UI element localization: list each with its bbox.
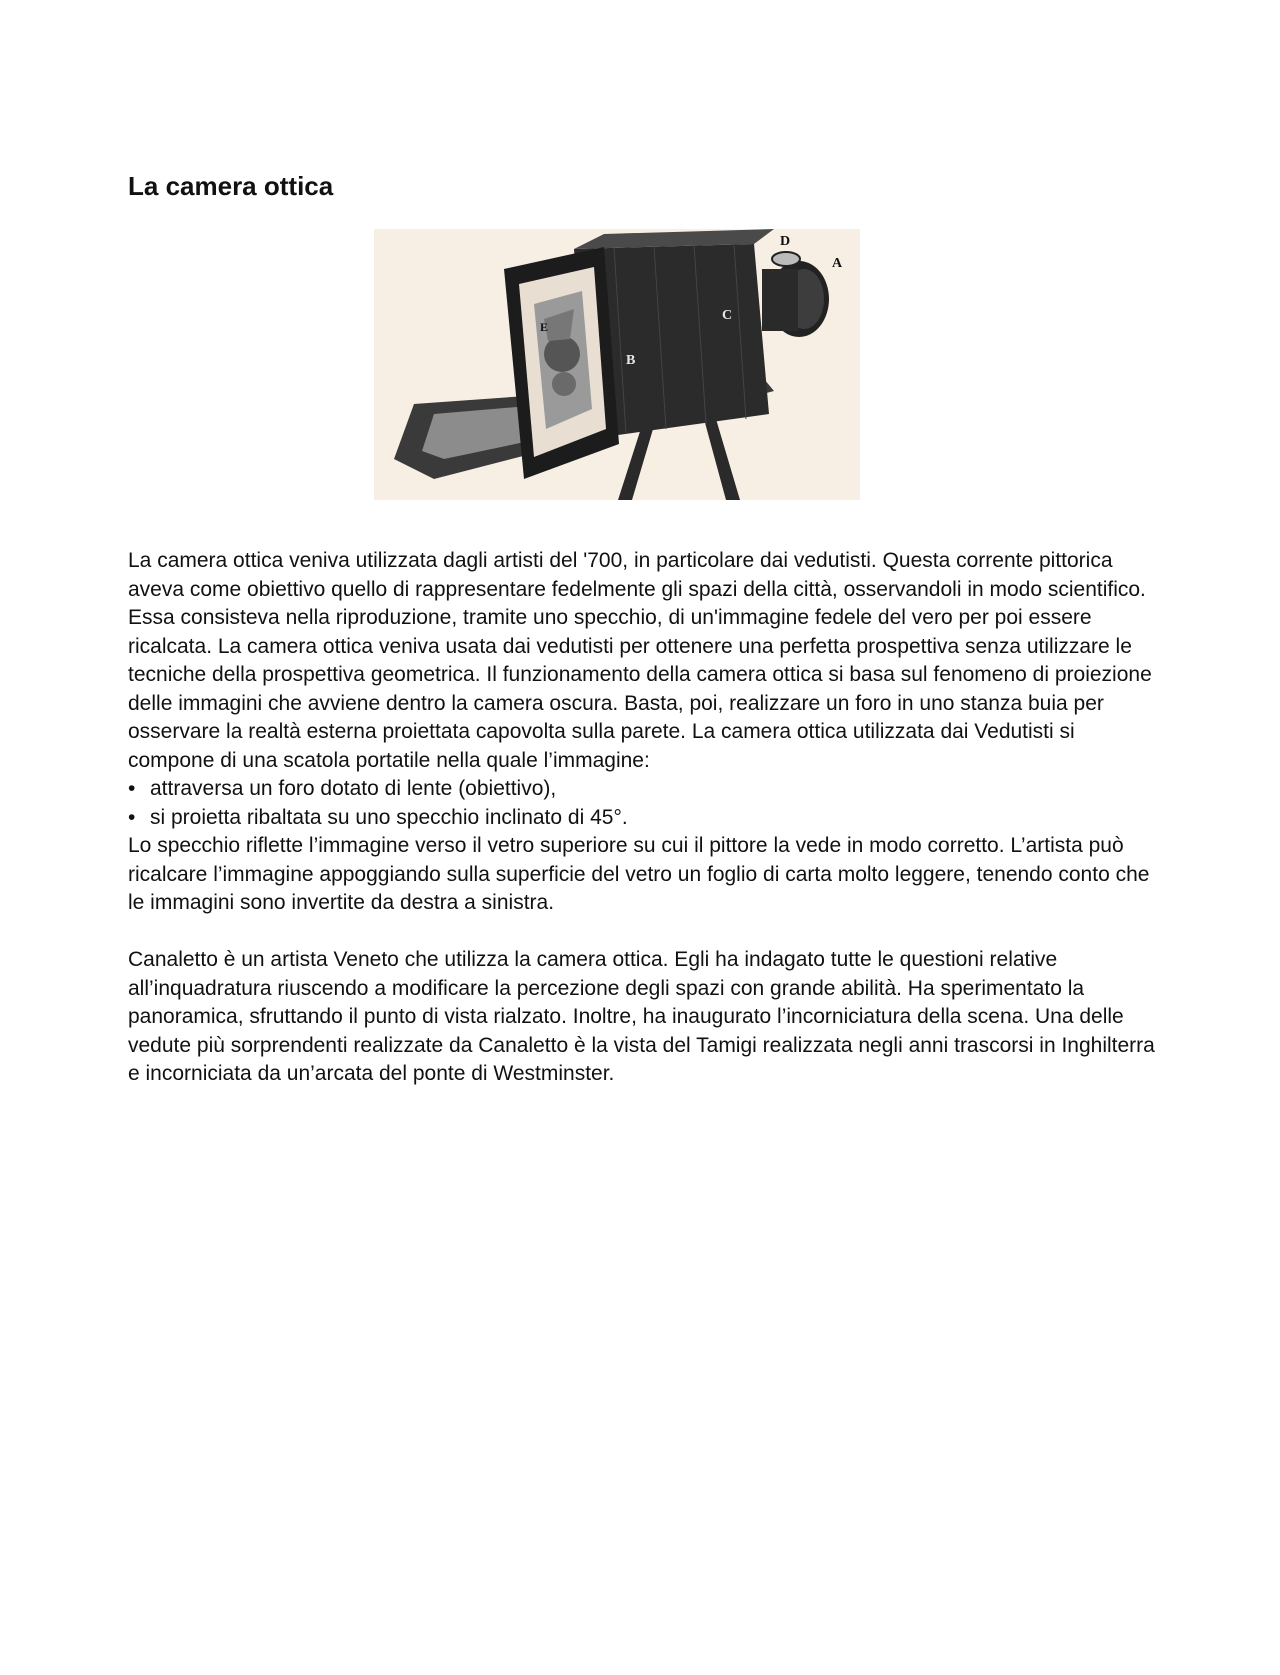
paragraph-gap [128,918,1158,947]
camera-ottica-illustration [374,229,860,500]
bullet: • [128,777,136,800]
paragraph-camera-ottica: La camera ottica veniva utilizzata dagli artisti del '700, in particolare dai vedutisti. Questa corrente pittorica aveva come obiettivo quello di rappresentare fedelmente gli spazi della città, osservandoli in modo scientifico. Essa consisteva nella riproduzione, tramite uno specchio, di un'immagine fedele del vero per poi essere ricalcata. La camera ottica veniva usata dai vedutisti per ottenere una perfetta prospettiva senza utilizzare le tecniche della prospettiva geometrica. Il funzionamento della camera ottica si basa sul fenomeno di proiezione delle immagini che avviene dentro la camera oscura. Basta, poi, realizzare un foro in uno stanza buia per osservare la realtà esterna proiettata capovolta sulla parete. La camera ottica utilizzata dai Vedutisti si compone di una scatola portatile nella quale l’immagine: [128,549,1152,772]
label-a: A [832,256,843,271]
list-item: • attraversa un foro dotato di lente (obiettivo), [128,775,1158,804]
label-b: B [626,353,636,368]
bullet: • [128,805,136,829]
list-item: • si proietta ribaltata su uno specchio inclinato di 45°. [128,804,1158,833]
label-c: C [722,308,733,323]
label-e: E [540,320,549,334]
tripod-leg-right [704,419,740,500]
body-text [128,547,1158,1089]
page-title: La camera ottica [128,171,334,201]
paragraph-specchio: Lo specchio riflette l’immagine verso il vetro superiore su cui il pittore la vede in modo corretto. L’artista può ricalcare l’immagine appoggiando sulla superficie del vetro un foglio di carta molto leggere, tenendo conto che le immagini sono invertite da destra a sinistra. [128,834,1150,914]
process-list [128,775,1158,832]
paragraph-canaletto: Canaletto è un artista Veneto che utilizza la camera ottica. Egli ha indagato tutte le questioni relative all’inquadratura riuscendo a modificare la percezione degli spazi con grande abilità. Ha sperimentato la panoramica, sfruttando il punto di vista rialzato. Inoltre, ha inaugurato l’incorniciatura della scena. Una delle vedute più sorprendenti realizzate da Canaletto è la vista del Tamigi realizzata negli anni trascorsi in Inghilterra e incorniciata da un’arcata del ponte di Westminster. [128,948,1155,1085]
label-d: D [780,234,791,249]
